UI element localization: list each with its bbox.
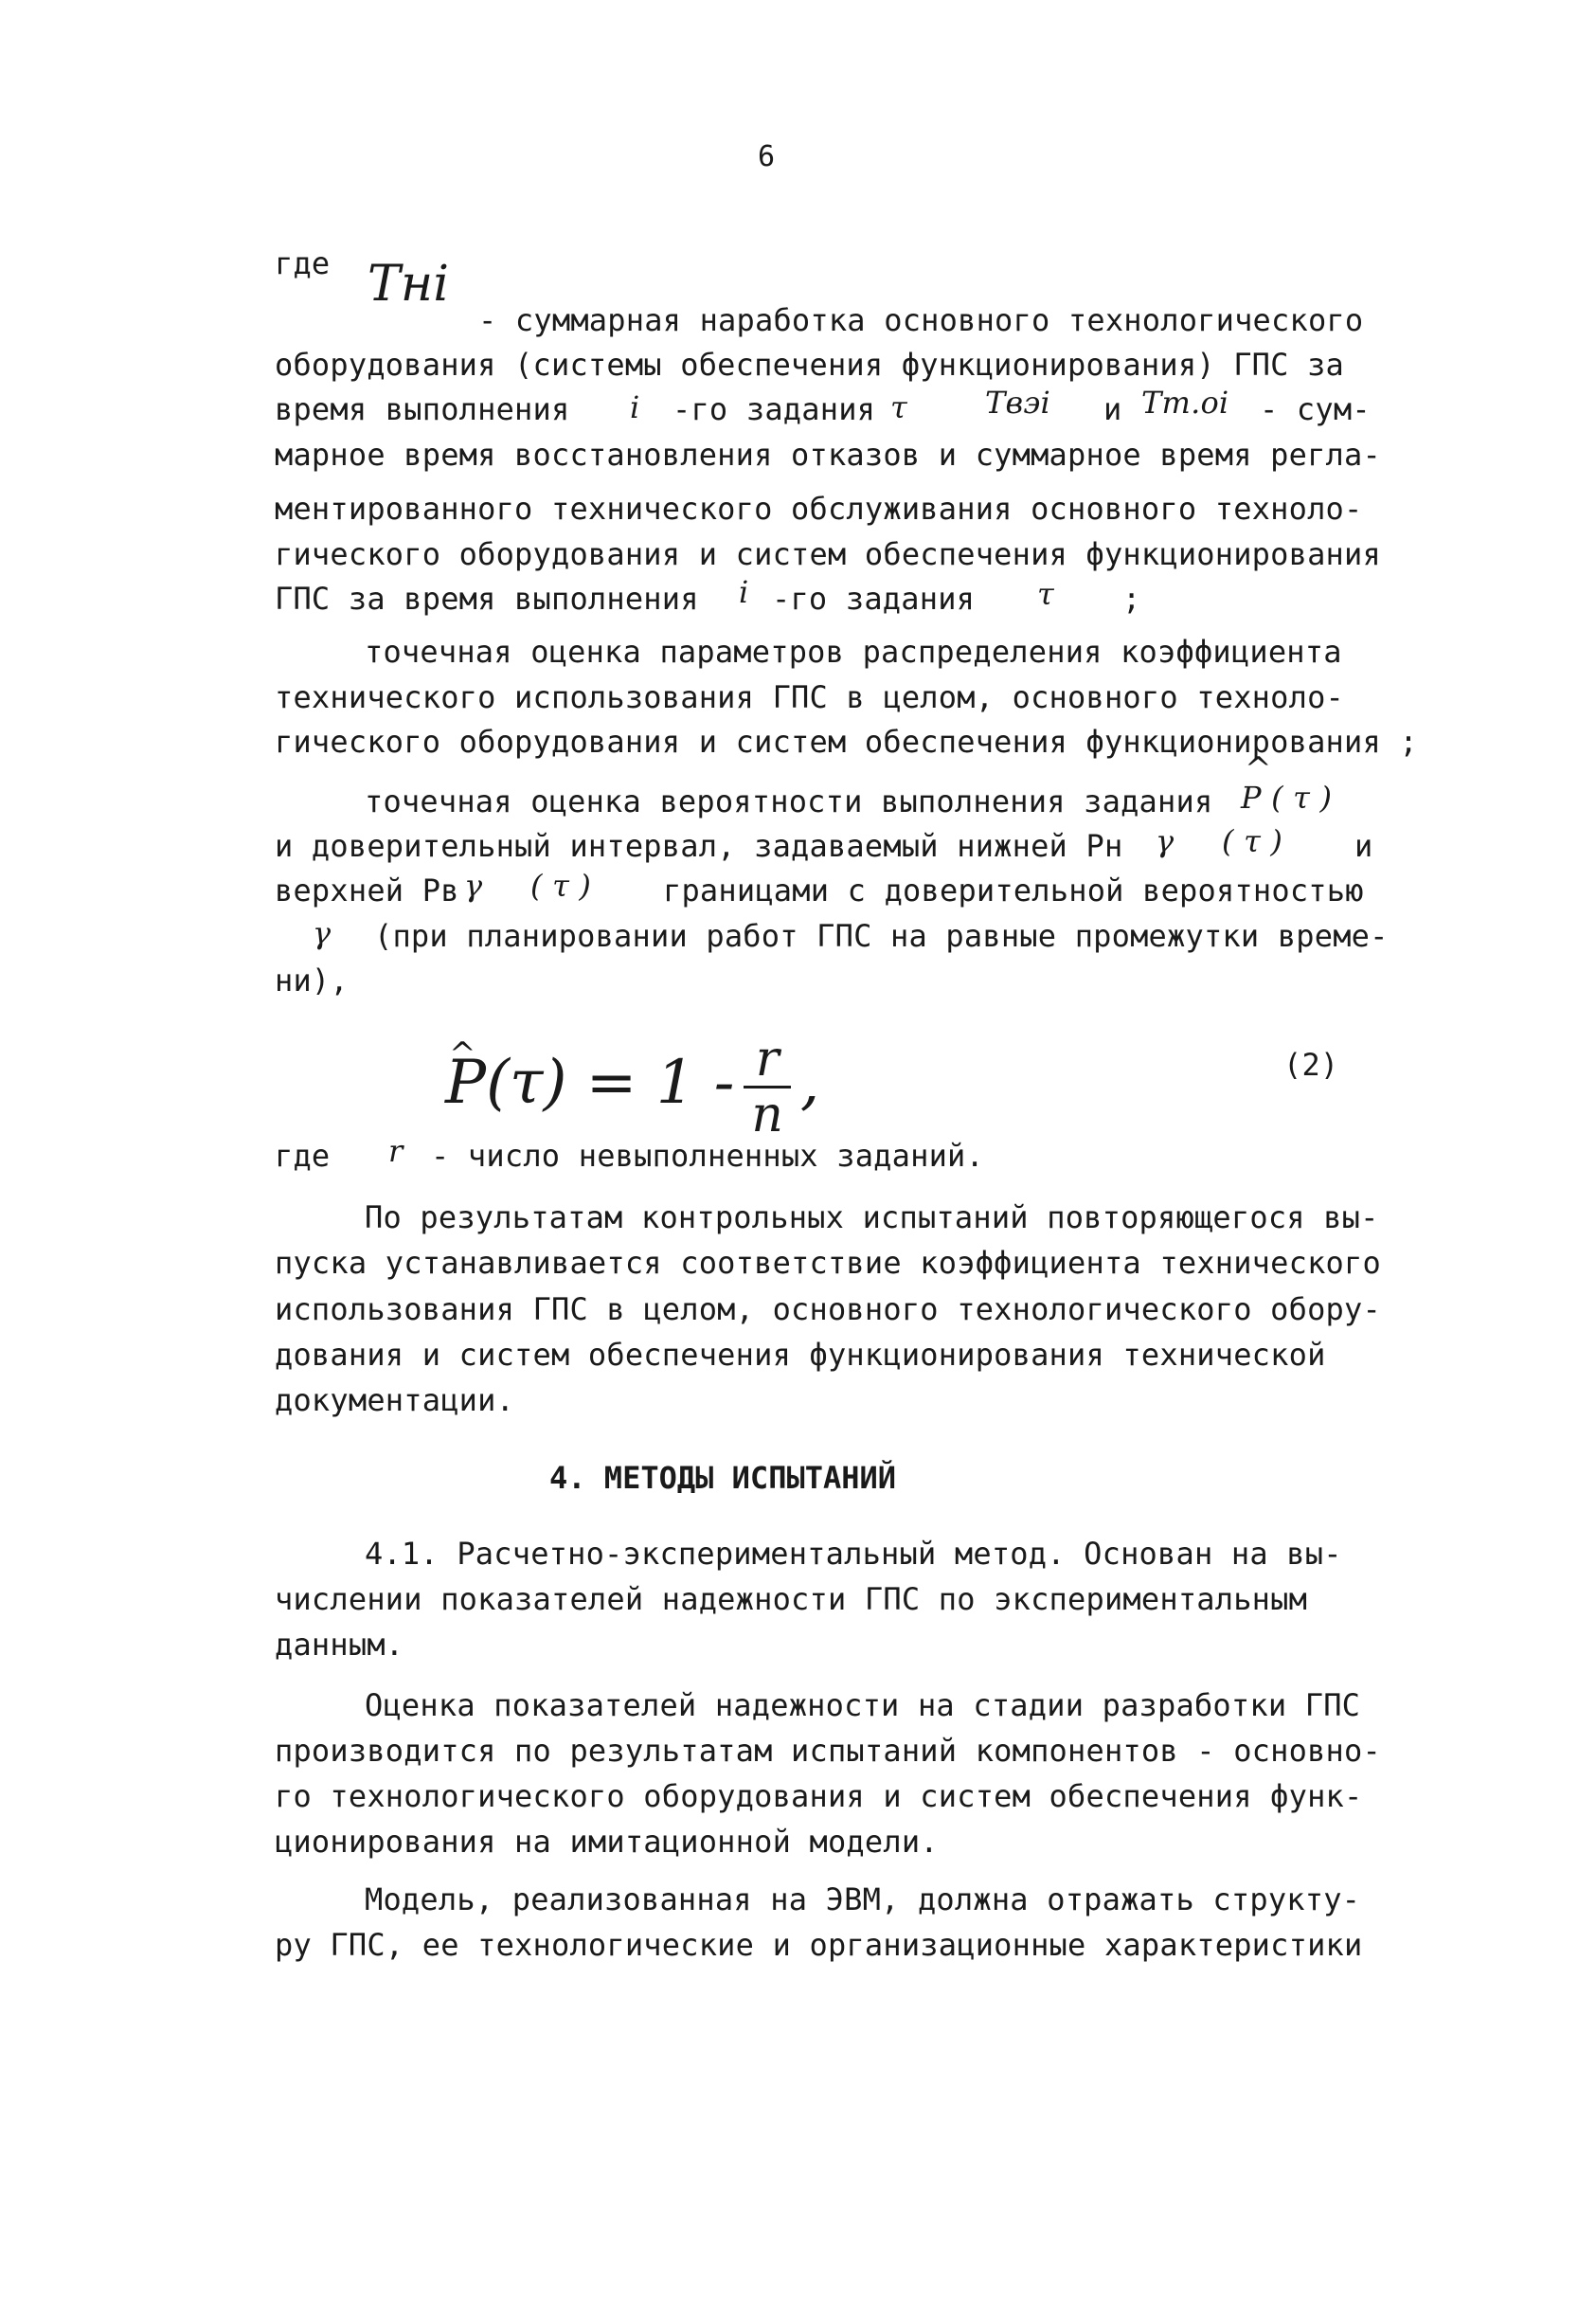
text-line: Модель, реализованная на ЭВМ, должна отражать структу- [365, 1881, 1361, 1917]
symbol-i: i [739, 574, 749, 610]
text-line: (при планировании работ ГПС на равные промежутки време- [374, 918, 1389, 954]
text-line: документации. [275, 1382, 515, 1418]
formula-fraction [744, 1033, 791, 1142]
text-line: пуска устанавливается соответствие коэффициента технического [275, 1245, 1381, 1281]
where-label: где [275, 245, 331, 281]
symbol-i: i [630, 389, 640, 425]
text-line: -го задания [772, 581, 976, 617]
text-line: гического оборудования и систем обеспечения функционирования [275, 536, 1381, 572]
text-line: точечная оценка параметров распределения коэффициента [365, 634, 1342, 670]
text-line: Оценка показателей надежности на стадии разработки ГПС [365, 1687, 1361, 1723]
text-line: ционирования на имитационной модели. [275, 1824, 939, 1860]
symbol-T-to: Tт.оi [1141, 385, 1229, 421]
text-line: и [1354, 828, 1373, 864]
where-label: где [275, 1138, 331, 1174]
symbol-tau: τ [890, 389, 907, 425]
text-line: оборудования (системы обеспечения функционирования) ГПС за [275, 347, 1345, 383]
text-line: и [1103, 391, 1122, 427]
symbol-gamma: γ [464, 868, 483, 904]
page-number: 6 [758, 140, 776, 173]
symbol-tau: τ [552, 868, 569, 904]
formula-comma: , [799, 1048, 820, 1118]
text-line: верхней Рв [275, 873, 459, 909]
text-line: - число невыполненных заданий. [431, 1138, 984, 1174]
text-line: По результатам контрольных испытаний повторяющегося вы- [365, 1199, 1379, 1235]
text-line: технического использования ГПС в целом, основного техноло- [275, 679, 1345, 715]
text-line: го технологического оборудования и систем обеспечения функ- [275, 1778, 1363, 1814]
text-line: использования ГПС в целом, основного технологического обору- [275, 1291, 1381, 1327]
text-line: ру ГПС, ее технологические и организационные характеристики [275, 1927, 1363, 1963]
equation-number: (2) [1283, 1047, 1339, 1083]
symbol-tau: τ [1037, 576, 1054, 612]
text-line: данным. [275, 1627, 404, 1663]
text-line: ни), [275, 963, 349, 999]
text-line: марное время восстановления отказов и суммарное время регла- [275, 437, 1381, 473]
text-line: - сум- [1260, 391, 1371, 427]
text-line: - суммарная наработка основного технологического [478, 302, 1364, 338]
text-line: 4.1. Расчетно-экспериментальный метод. Основан на вы- [365, 1536, 1342, 1572]
text-line: дования и систем обеспечения функционирования технической [275, 1337, 1326, 1373]
text-line: ментированного технического обслуживания основного техноло- [275, 491, 1363, 527]
symbol-T-v: Tвэi [985, 385, 1050, 421]
text-line: и доверительный интервал, задаваемый нижней Рн [275, 828, 1123, 864]
text-line: производится по результатам испытаний компонентов - основно- [275, 1733, 1381, 1769]
formula-lhs: ^ P(τ) [445, 1050, 566, 1116]
p-hat-glyph: ^ P [1241, 779, 1262, 817]
symbol-T-hi: Tнi [368, 256, 450, 313]
fraction-numerator: r [744, 1033, 791, 1089]
text-line: ГПС за время выполнения [275, 581, 699, 617]
formula-2 [445, 1033, 819, 1142]
symbol-gamma: γ [313, 915, 332, 951]
symbol-P-hat: ^ P ( τ ) [1241, 779, 1332, 817]
text-line: точечная оценка вероятности выполнения задания [365, 783, 1213, 819]
text-line: время выполнения [275, 391, 570, 427]
text-line: ; [1122, 581, 1141, 617]
text-line: -го задания [672, 391, 876, 427]
symbol-tau-paren: ( τ ) [1222, 823, 1283, 859]
text-line: числении показателей надежности ГПС по экспериментальным [275, 1581, 1308, 1617]
symbol-tau-paren: ( τ ) [530, 868, 592, 904]
symbol-tau: τ [1293, 780, 1311, 816]
text-line: границами с доверительной вероятностью [663, 873, 1364, 909]
symbol-tau: τ [1244, 823, 1261, 859]
symbol-gamma: γ [1156, 823, 1175, 859]
text-line: гического оборудования и систем обеспечения функционирования ; [275, 724, 1418, 760]
fraction-denominator: n [751, 1087, 783, 1143]
formula-operator: = 1 - [585, 1048, 735, 1118]
section-heading: 4. МЕТОДЫ ИСПЫТАНИЙ [549, 1460, 897, 1496]
symbol-r: r [388, 1133, 403, 1169]
